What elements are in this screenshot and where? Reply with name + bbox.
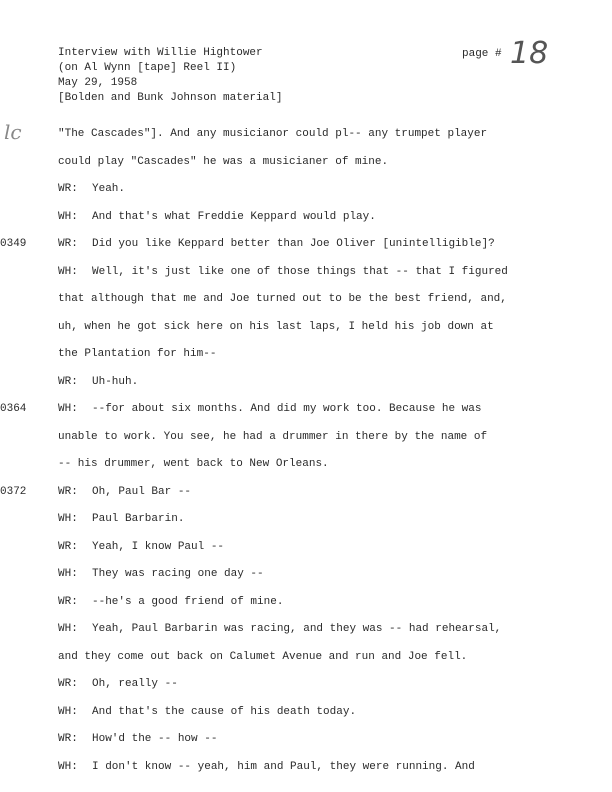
header-line-4: [Bolden and Bunk Johnson material] [58, 92, 283, 104]
speaker-label: WR: [58, 183, 78, 195]
line-text: Yeah, I know Paul -- [92, 540, 225, 553]
line-text: uh, when he got sick here on his last laps, I held his job down at [58, 320, 494, 333]
line-text: Yeah. [92, 183, 126, 195]
speaker-label: WH: [58, 210, 78, 223]
transcript-line [58, 623, 501, 635]
transcript-line [58, 156, 388, 168]
line-text: Did you like Keppard better than Joe Oliver [unintelligible]? [92, 238, 495, 250]
line-text: unable to work. You see, he had a drummer in there by the name of [58, 430, 488, 443]
transcript-line [58, 211, 376, 223]
speaker-label: WR: [58, 375, 78, 388]
transcript-line [58, 431, 487, 443]
transcript-line [58, 761, 475, 773]
transcript-line [58, 706, 356, 718]
line-text: I don't know -- yeah, him and Paul, they were running. And [92, 760, 475, 773]
speaker-label: WR: [58, 485, 78, 498]
transcript-line [58, 348, 216, 360]
header-line-2: (on Al Wynn [tape] Reel II) [58, 62, 237, 74]
transcript-line [58, 238, 495, 250]
transcript-line [58, 458, 329, 470]
line-text: And that's the cause of his death today. [92, 705, 357, 718]
line-text: How'd the -- how -- [92, 733, 218, 745]
line-text: They was racing one day -- [92, 568, 264, 580]
speaker-label: WR: [58, 733, 78, 745]
transcript-line [58, 596, 283, 608]
timecode: 0349 [0, 238, 27, 250]
line-text: and they come out back on Calumet Avenue and run and Joe fell. [58, 650, 468, 663]
speaker-label: WH: [58, 513, 78, 525]
line-text: could play "Cascades" he was a musicianer of mine. [58, 155, 389, 168]
transcript-line [58, 403, 481, 415]
page-label: page # [462, 48, 502, 60]
transcript-line [58, 733, 217, 745]
speaker-label: WH: [58, 403, 78, 415]
speaker-label: WH: [58, 265, 78, 278]
line-text: Oh, really -- [92, 678, 178, 690]
line-text: Oh, Paul Bar -- [92, 485, 192, 498]
line-text: Paul Barbarin. [92, 513, 185, 525]
transcript-line [58, 376, 138, 388]
transcript-line [58, 486, 191, 498]
transcript-line [58, 293, 507, 305]
line-text: Uh-huh. [92, 375, 139, 388]
line-text: Well, it's just like one of those things that -- that I figured [92, 265, 508, 278]
speaker-label: WR: [58, 595, 78, 608]
margin-initials: lc [4, 120, 22, 144]
timecode: 0364 [0, 403, 27, 415]
header-line-1: Interview with Willie Hightower [58, 47, 263, 59]
transcript-line [58, 651, 467, 663]
transcript-line [58, 321, 494, 333]
speaker-label: WR: [58, 540, 78, 553]
transcript-line [58, 128, 487, 140]
line-text: Yeah, Paul Barbarin was racing, and they was -- had rehearsal, [92, 623, 502, 635]
speaker-label: WH: [58, 568, 78, 580]
interview-header [58, 46, 282, 106]
line-text: --he's a good friend of mine. [92, 595, 284, 608]
transcript-line [58, 183, 125, 195]
timecode: 0372 [0, 485, 27, 498]
transcript-line [58, 678, 178, 690]
handwritten-page-number: 18 [510, 36, 549, 71]
line-text: And that's what Freddie Keppard would play. [92, 210, 376, 223]
line-text: "The Cascades"]. And any musicianor could pl-- any trumpet player [58, 128, 488, 140]
line-text: the Plantation for him-- [58, 348, 217, 360]
speaker-label: WR: [58, 238, 78, 250]
line-text: that although that me and Joe turned out to be the best friend, and, [58, 293, 507, 305]
speaker-label: WH: [58, 760, 78, 773]
speaker-label: WR: [58, 678, 78, 690]
line-text: -- his drummer, went back to New Orleans. [58, 458, 329, 470]
transcript-line [58, 513, 184, 525]
transcript-line [58, 568, 264, 580]
speaker-label: WH: [58, 705, 78, 718]
speaker-label: WH: [58, 623, 78, 635]
header-line-3: May 29, 1958 [58, 77, 138, 89]
transcript-line [58, 541, 224, 553]
line-text: --for about six months. And did my work too. Because he was [92, 403, 482, 415]
transcript-line [58, 266, 508, 278]
